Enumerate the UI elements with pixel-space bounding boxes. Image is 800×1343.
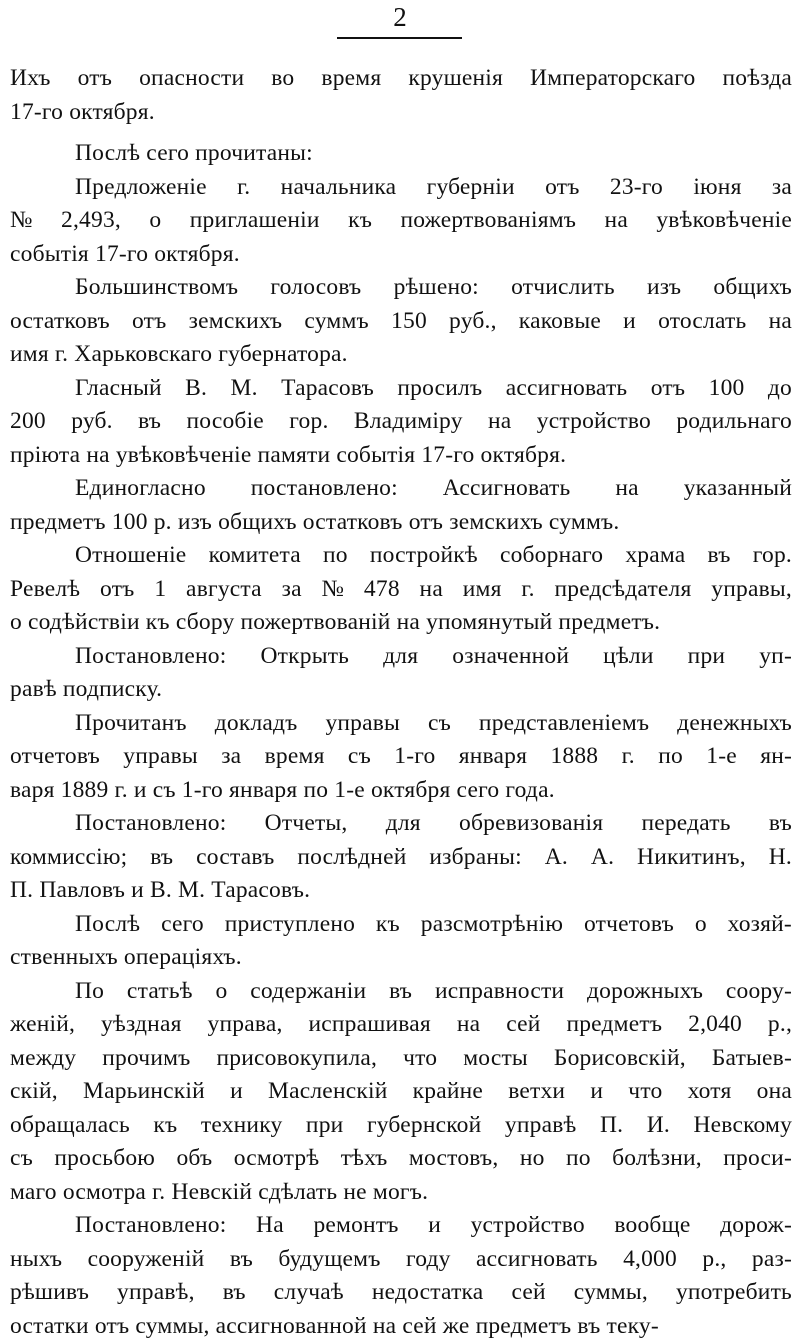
- paragraph: [10, 975, 792, 1210]
- text-line: Ихъ отъ опасности во время крушенія Императорскаго поѣзда: [10, 62, 792, 96]
- text-line: Постановлено: Открыть для означенной цѣли при уп-: [10, 640, 792, 674]
- text-line: Постановлено: Отчеты, для обревизованія передать въ: [10, 807, 792, 841]
- text-line: ныхъ сооруженій въ будущемъ году ассигновать 4,000 р., раз-: [10, 1243, 792, 1277]
- paragraph: [10, 62, 792, 129]
- text-line: Прочитанъ докладъ управы съ представленіемъ денежныхъ: [10, 707, 792, 741]
- text-line: равѣ подписку.: [10, 673, 792, 707]
- text-line: пріюта на увѣковѣченіе памяти событія 17-го октября.: [10, 439, 792, 473]
- text-line: Постановлено: На ремонтъ и устройство вообще дорож-: [10, 1209, 792, 1243]
- text-line: рѣшивъ управѣ, въ случаѣ недостатка сей суммы, употребить: [10, 1276, 792, 1310]
- text-line: Ревелѣ отъ 1 августа за № 478 на имя г. предсѣдателя управы,: [10, 573, 792, 607]
- text-line: По статьѣ о содержаніи въ исправности дорожныхъ соору-: [10, 975, 792, 1009]
- paragraph: [10, 1209, 792, 1343]
- paragraph: [10, 137, 792, 171]
- text-line: скій, Марьинскій и Масленскій крайне ветхи и что хотя она: [10, 1075, 792, 1109]
- text-line: Послѣ сего приступлено къ разсмотрѣнію отчетовъ о хозяй-: [10, 908, 792, 942]
- text-line: № 2,493, о приглашеніи къ пожертвованіямъ на увѣковѣченіе: [10, 204, 792, 238]
- text-line: 200 руб. въ пособіе гор. Владиміру на устройство родильнаго: [10, 405, 792, 439]
- paragraph: [10, 171, 792, 272]
- paragraph: [10, 372, 792, 473]
- text-line: ственныхъ операціяхъ.: [10, 941, 792, 975]
- text-line: съ просьбою объ осмотрѣ тѣхъ мостовъ, но по болѣзни, проси-: [10, 1142, 792, 1176]
- text-line: между прочимъ присовокупила, что мосты Борисовскій, Батыев-: [10, 1042, 792, 1076]
- text-line: Предложеніе г. начальника губерніи отъ 23-го іюня за: [10, 171, 792, 205]
- paragraph: [10, 539, 792, 640]
- paragraph: [10, 707, 792, 808]
- document-body: [10, 62, 792, 1343]
- text-line: предметъ 100 р. изъ общихъ остатковъ отъ земскихъ суммъ.: [10, 506, 792, 540]
- text-line: остатки отъ суммы, ассигнованной на сей же предметъ въ теку-: [10, 1310, 792, 1343]
- text-line: Гласный В. М. Тарасовъ просилъ ассигновать отъ 100 до: [10, 372, 792, 406]
- text-line: обращалась къ технику при губернской управѣ П. И. Невскому: [10, 1109, 792, 1143]
- text-line: Большинствомъ голосовъ рѣшено: отчислить изъ общихъ: [10, 271, 792, 305]
- text-line: отчетовъ управы за время съ 1-го января 1888 г. по 1-е ян-: [10, 740, 792, 774]
- text-line: 17-го октября.: [10, 96, 792, 130]
- text-line: варя 1889 г. и съ 1-го января по 1-е октября сего года.: [10, 774, 792, 808]
- text-line: женій, уѣздная управа, испрашивая на сей предметъ 2,040 р.,: [10, 1008, 792, 1042]
- paragraph: [10, 640, 792, 707]
- text-line: П. Павловъ и В. М. Тарасовъ.: [10, 874, 792, 908]
- paragraph: [10, 908, 792, 975]
- page-number: 2: [0, 0, 800, 34]
- text-line: маго осмотра г. Невскій сдѣлать не могъ.: [10, 1176, 792, 1210]
- text-line: о содѣйствіи къ сбору пожертвованій на упомянутый предметъ.: [10, 606, 792, 640]
- text-line: коммиссію; въ составъ послѣдней избраны: А. А. Никитинъ, Н.: [10, 841, 792, 875]
- header-rule: [337, 37, 462, 39]
- text-line: Единогласно постановлено: Ассигновать на указанный: [10, 472, 792, 506]
- text-line: остатковъ отъ земскихъ суммъ 150 руб., каковые и отослать на: [10, 305, 792, 339]
- text-line: событія 17-го октября.: [10, 238, 792, 272]
- paragraph: [10, 807, 792, 908]
- paragraph-gap: [10, 129, 792, 137]
- text-line: Послѣ сего прочитаны:: [10, 137, 792, 171]
- text-line: Отношеніе комитета по постройкѣ соборнаго храма въ гор.: [10, 539, 792, 573]
- paragraph: [10, 271, 792, 372]
- paragraph: [10, 472, 792, 539]
- text-line: имя г. Харьковскаго губернатора.: [10, 338, 792, 372]
